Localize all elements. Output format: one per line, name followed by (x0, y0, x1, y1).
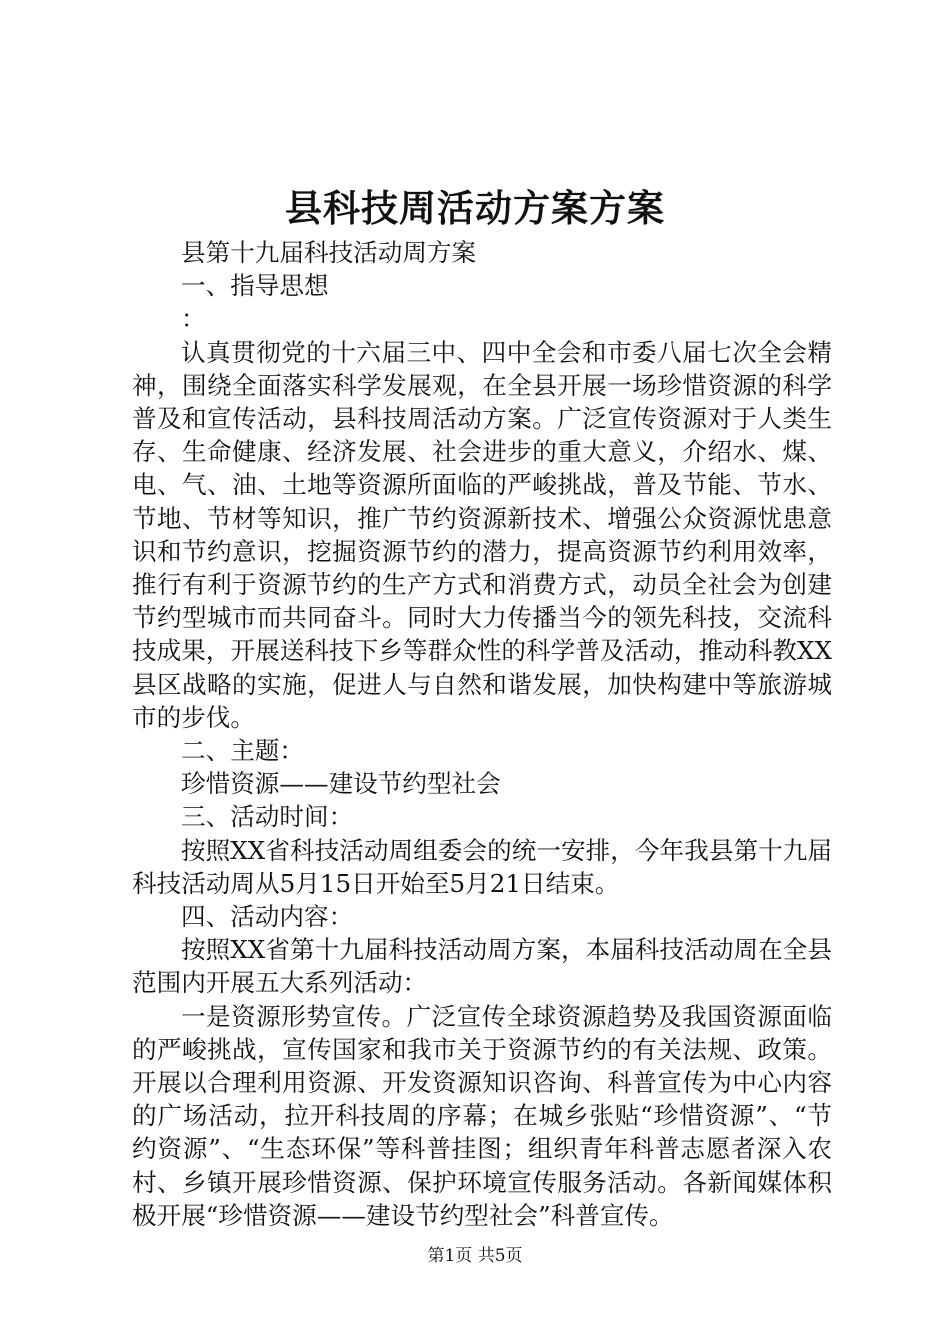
paragraph-heading-activity-time: 三、活动时间： (181, 802, 354, 832)
page-number-total: 共5页 (477, 1246, 523, 1266)
paragraph-heading-guiding-ideology: 一、指导思想 (181, 271, 329, 301)
page-number-current: 第1页 (427, 1246, 473, 1266)
paragraph-guiding-ideology-body: 认真贯彻党的十六届三中、四中全会和市委八届七次全会精神，围绕全面落实科学发展观，在全县开展一场珍惜资源的科学普及和宣传活动，县科技周活动方案。广泛宣传资源对于人类生存、生命健康、经济发展、社会进步的重大意义，介绍水、煤、电、气、油、土地等资源所面临的严峻挑战，普及节能、节水、节地、节材等知识，推广节约资源新技术、增强公众资源忧患意识和节约意识，挖掘资源节约的潜力，提高资源节约利用效率，推行有利于资源节约的生产方式和消费方式，动员全社会为创建节约型城市而共同奋斗。同时大力传播当今的领先科技，交流科技成果，开展送科技下乡等群众性的科学普及活动，推动科教XX县区战略的实施，促进人与自然和谐发展，加快构建中等旅游城市的步伐。 (132, 337, 832, 732)
paragraph-activity-one: 一是资源形势宣传。广泛宣传全球资源趋势及我国资源面临的严峻挑战，宣传国家和我市关于资源节约的有关法规、政策。开展以合理利用资源、开发资源知识咨询、科普宣传为中心内容的广场活动，拉开科技周的序幕；在城乡张贴“珍惜资源”、“节约资源”、“生态环保”等科普挂图；组织青年科普志愿者深入农村、乡镇开展珍惜资源、保护环境宣传服务活动。各新闻媒体积极开展“珍惜资源——建设节约型社会”科普宣传。 (132, 1001, 832, 1230)
paragraph-heading-activity-content: 四、活动内容： (181, 902, 354, 932)
page-footer (0, 1244, 950, 1268)
paragraph-heading-theme: 二、主题： (181, 736, 304, 766)
document-body (132, 236, 832, 1232)
document-title: 县科技周活动方案方案 (285, 186, 665, 230)
paragraph-theme-body: 珍惜资源——建设节约型社会 (181, 769, 501, 799)
paragraph-activity-time-body: 按照XX省科技活动周组委会的统一安排，今年我县第十九届科技活动周从5月15日开始至5月21日结束。 (132, 835, 832, 898)
paragraph-activity-content-intro: 按照XX省第十九届科技活动周方案，本届科技活动周在全县范围内开展五大系列活动： (132, 935, 832, 998)
paragraph-subtitle: 县第十九届科技活动周方案 (181, 238, 477, 267)
paragraph-colon: ： (181, 304, 206, 334)
